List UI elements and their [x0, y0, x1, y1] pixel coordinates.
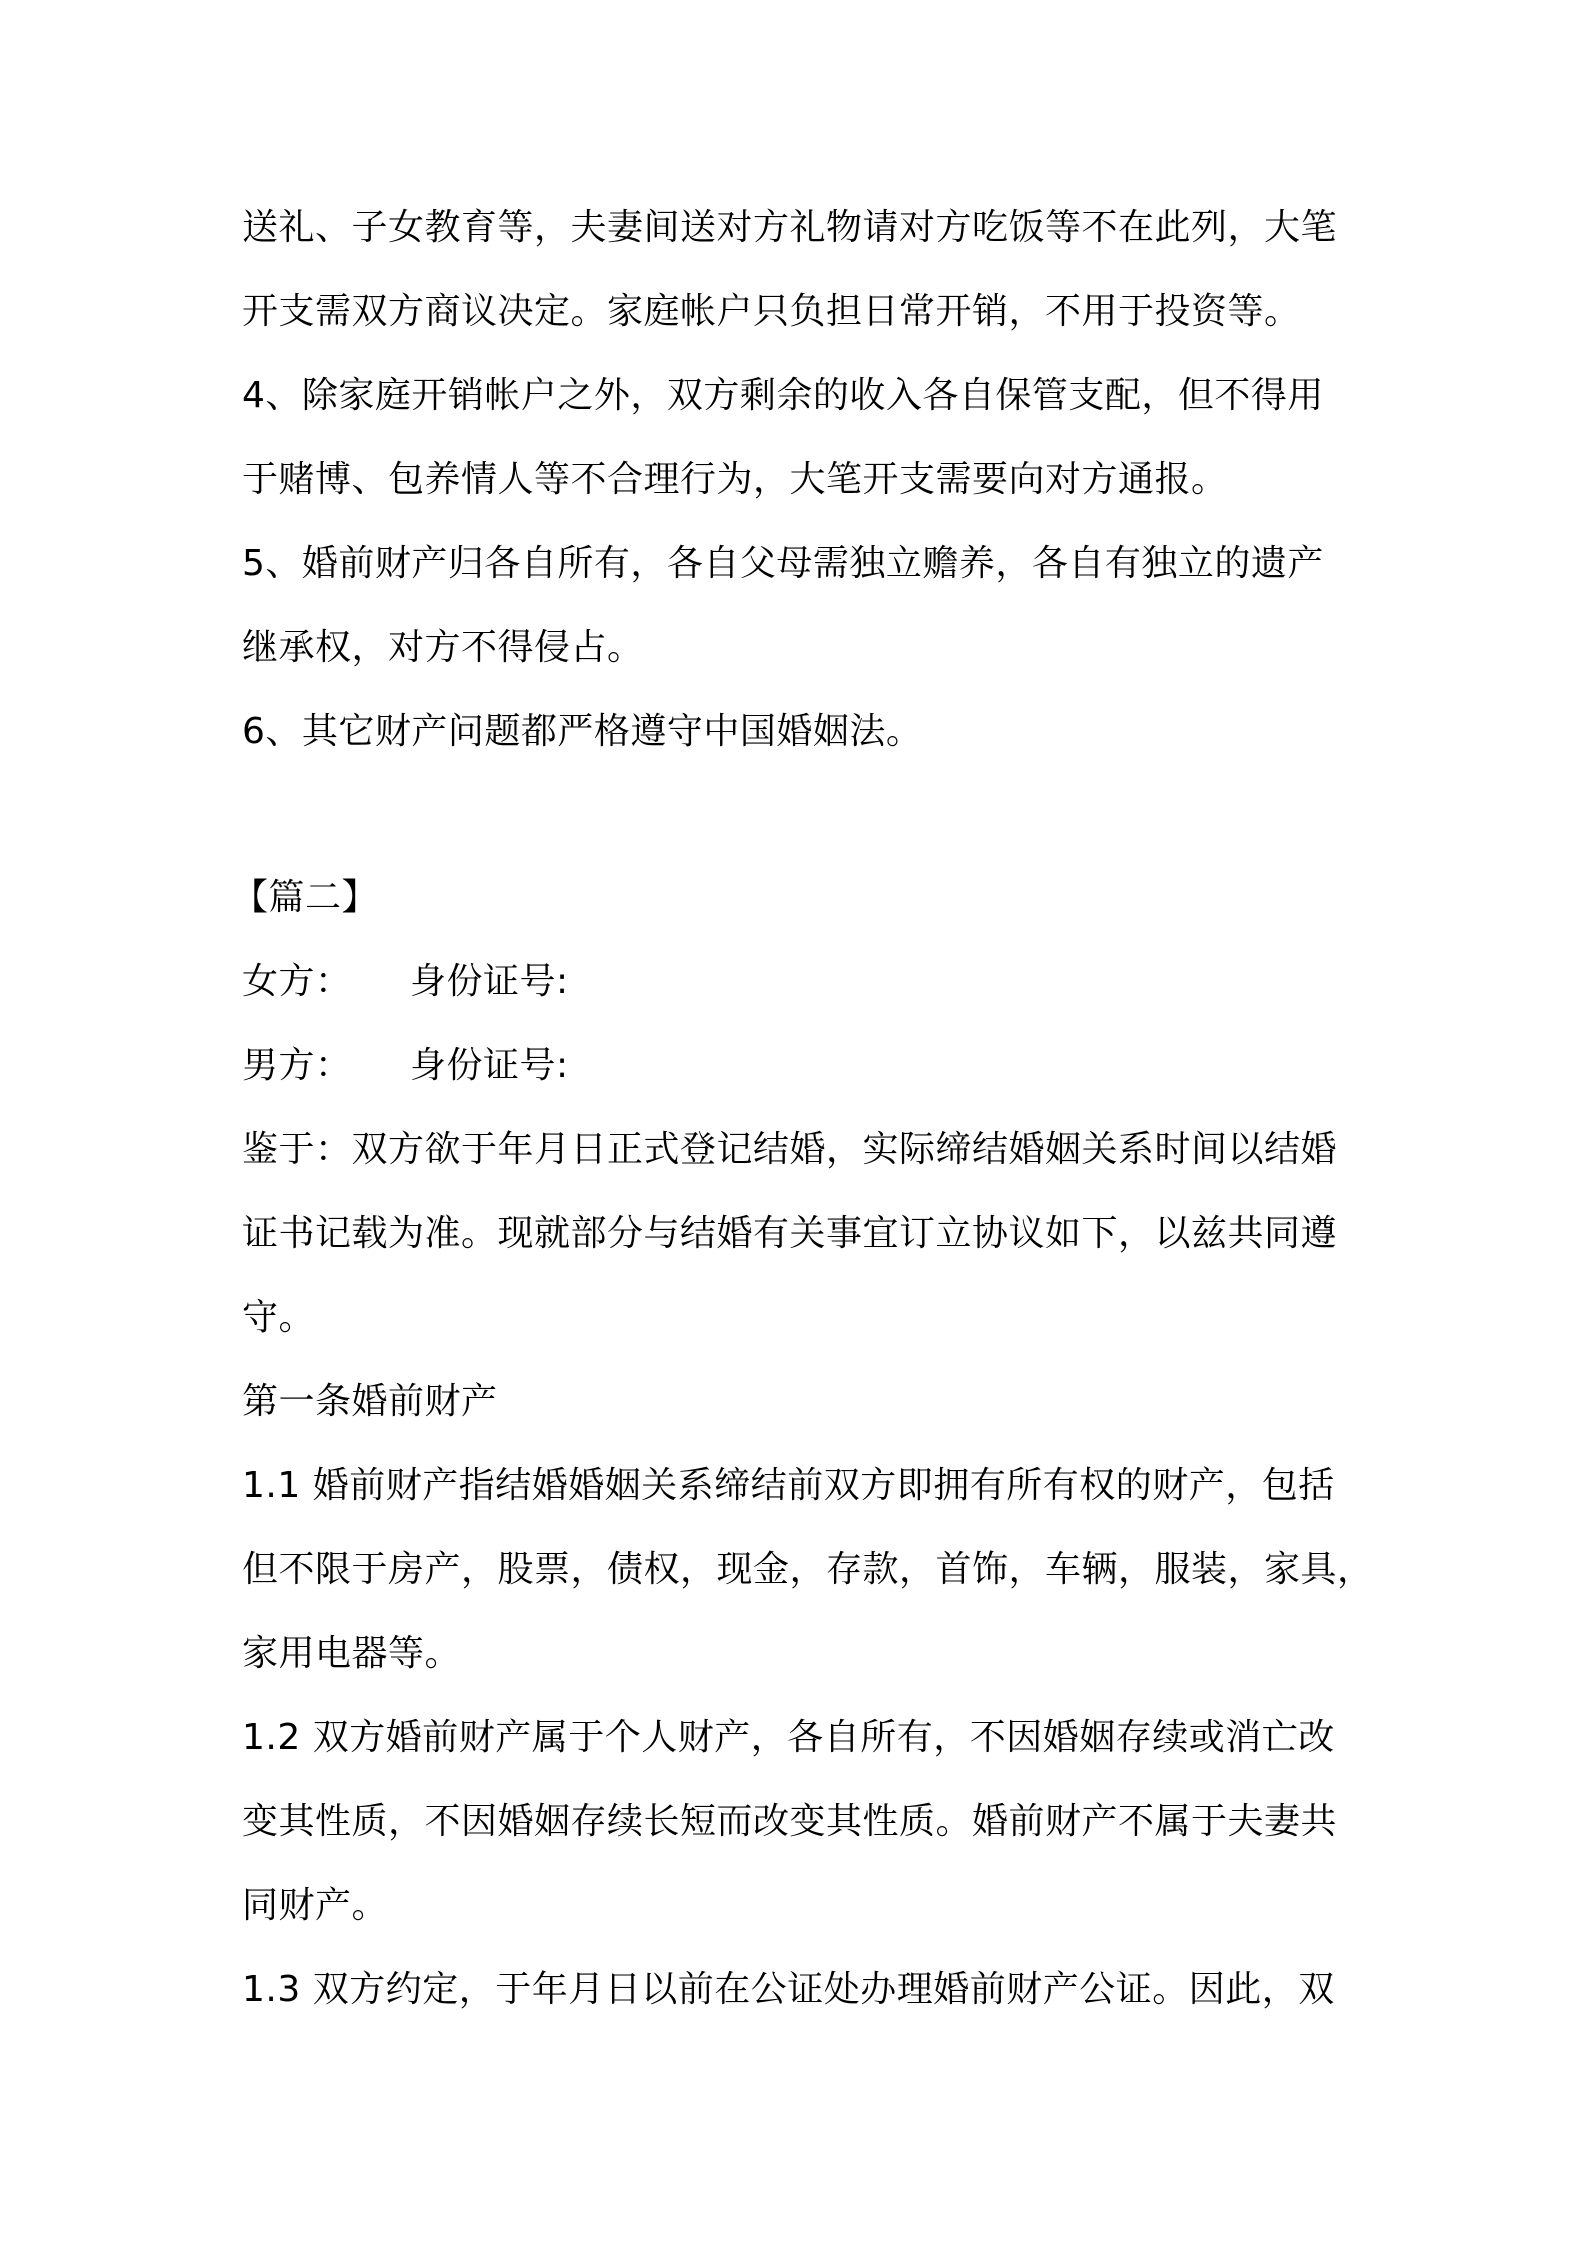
paragraph-line: 4、除家庭开销帐户之外，双方剩余的收入各自保管支配，但不得用	[242, 375, 1324, 416]
section-title: 【篇二】	[232, 877, 379, 918]
paragraph-line: 1.1 婚前财产指结婚婚姻关系缔结前双方即拥有所有权的财产，包括	[242, 1465, 1335, 1506]
paragraph-line: 1.2 双方婚前财产属于个人财产，各自所有，不因婚姻存续或消亡改	[242, 1717, 1335, 1758]
paragraph-line: 开支需双方商议决定。家庭帐户只负担日常开销，不用于投资等。	[242, 291, 1301, 332]
male-label: 男方：	[242, 1045, 352, 1086]
male-id-label: 身份证号:	[410, 1045, 569, 1086]
paragraph-line: 1.3 双方约定，于年月日以前在公证处办理婚前财产公证。因此，双	[242, 1969, 1335, 2010]
paragraph-line: 5、婚前财产归各自所有，各自父母需独立赡养，各自有独立的遗产	[242, 543, 1324, 584]
paragraph-line: 家用电器等。	[242, 1633, 462, 1674]
female-label: 女方：	[242, 961, 352, 1002]
paragraph-line: 鉴于：双方欲于年月日正式登记结婚，实际缔结婚姻关系时间以结婚	[242, 1129, 1338, 1170]
paragraph-line: 证书记载为准。现就部分与结婚有关事宜订立协议如下，以兹共同遵	[242, 1213, 1338, 1254]
paragraph-line: 继承权，对方不得侵占。	[242, 627, 644, 668]
paragraph-line: 6、其它财产问题都严格遵守中国婚姻法。	[242, 711, 923, 752]
female-party-row	[242, 952, 569, 1012]
female-id-label: 身份证号:	[410, 961, 569, 1002]
male-party-row	[242, 1036, 569, 1096]
paragraph-line: 于赌博、包养情人等不合理行为，大笔开支需要向对方通报。	[242, 459, 1228, 500]
article-heading: 第一条婚前财产	[242, 1381, 498, 1422]
paragraph-line: 送礼、子女教育等，夫妻间送对方礼物请对方吃饭等不在此列，大笔	[242, 207, 1338, 248]
paragraph-line: 同财产。	[242, 1885, 389, 1926]
paragraph-line: 守。	[242, 1297, 316, 1338]
paragraph-line: 但不限于房产，股票，债权，现金，存款，首饰，车辆，服装，家具，	[242, 1549, 1374, 1590]
paragraph-line: 变其性质，不因婚姻存续长短而改变其性质。婚前财产不属于夫妻共	[242, 1801, 1338, 1842]
